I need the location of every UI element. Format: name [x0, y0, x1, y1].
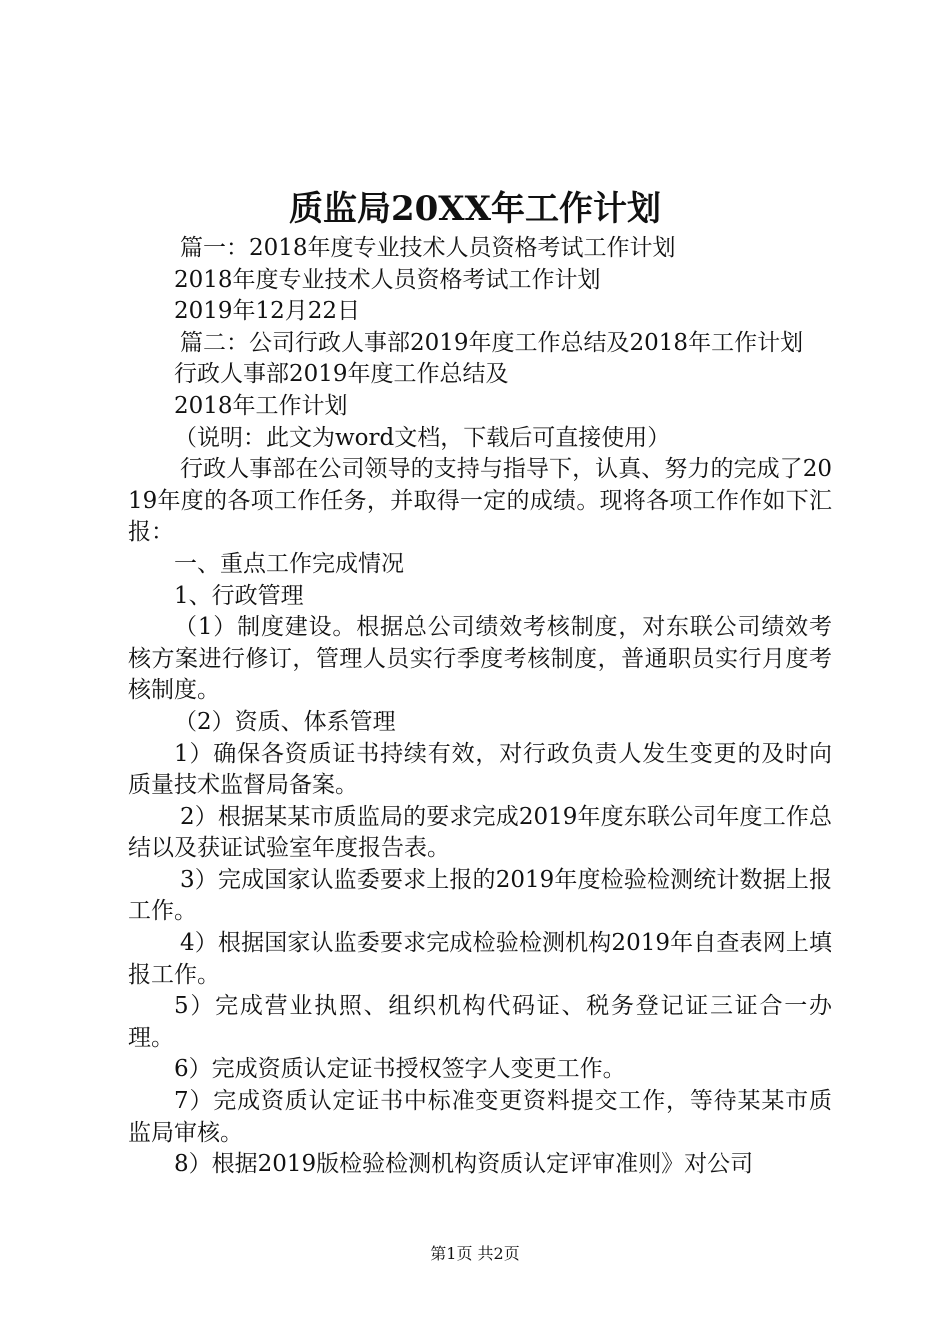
paragraph: 1）确保各资质证书持续有效，对行政负责人发生变更的及时向质量技术监督局备案。: [128, 740, 832, 799]
paragraph: 1、行政管理: [174, 582, 304, 609]
page-footer: 第1页 共2页: [430, 1244, 520, 1263]
document-title: 质监局20XX年工作计划: [288, 189, 662, 229]
paragraph: 一、重点工作完成情况: [174, 550, 404, 577]
paragraph: 6）完成资质认定证书授权签字人变更工作。: [174, 1056, 626, 1083]
paragraph: 5）完成营业执照、组织机构代码证、税务登记证三证合一办理。: [128, 993, 832, 1051]
document-body: [128, 233, 832, 1181]
paragraph: 篇一：2018年度专业技术人员资格考试工作计划: [180, 235, 676, 261]
paragraph: 8）根据2019版检验检测机构资质认定评审准则》对公司: [174, 1151, 754, 1178]
paragraph: 7）完成资质认定证书中标准变更资料提交工作，等待某某市质监局审核。: [128, 1088, 832, 1146]
paragraph: （2）资质、体系管理: [174, 708, 396, 735]
paragraph: 行政人事部在公司领导的支持与指导下，认真、努力的完成了2019年度的各项工作任务，并取得一定的成绩。现将各项工作作如下汇报：: [128, 456, 832, 546]
paragraph: 篇二：公司行政人事部2019年度工作总结及2018年工作计划: [180, 329, 804, 356]
paragraph: 行政人事部2019年度工作总结及: [174, 361, 509, 388]
paragraph: （说明：此文为word文档，下载后可直接使用）: [174, 424, 671, 451]
paragraph: 3）完成国家认监委要求上报的2019年度检验检测统计数据上报工作。: [128, 866, 832, 925]
paragraph: 2）根据某某市质监局的要求完成2019年度东联公司年度工作总结以及获证试验室年度报告表。: [128, 803, 832, 862]
paragraph: 2018年度专业技术人员资格考试工作计划: [174, 266, 601, 293]
paragraph: 2019年12月22日: [174, 298, 361, 325]
paragraph: 4）根据国家认监委要求完成检验检测机构2019年自查表网上填报工作。: [128, 930, 832, 988]
paragraph: （1）制度建设。根据总公司绩效考核制度，对东联公司绩效考核方案进行修订，管理人员实行季度考核制度，普通职员实行月度考核制度。: [128, 614, 832, 704]
paragraph: 2018年工作计划: [174, 392, 348, 419]
